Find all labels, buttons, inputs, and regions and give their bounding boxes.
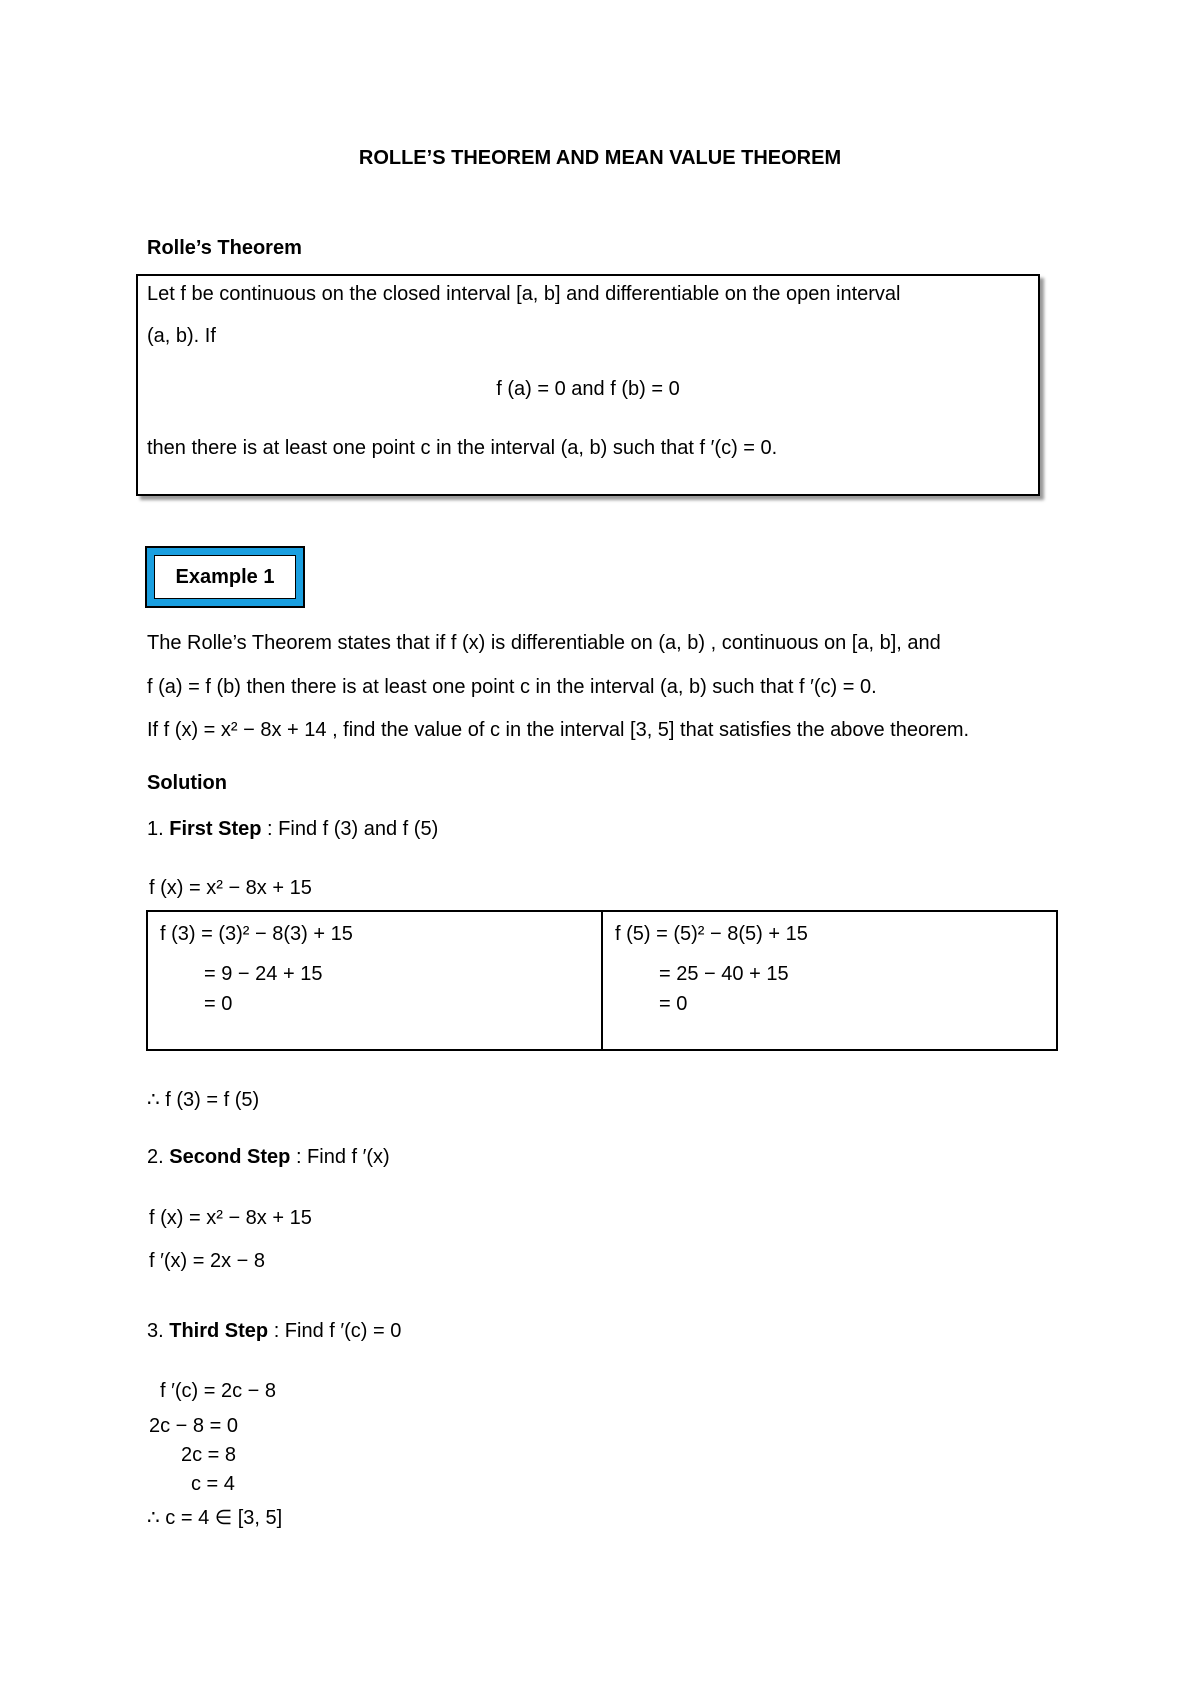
eval-left-line: = 9 − 24 + 15 bbox=[204, 963, 323, 985]
equation-line: 2c − 8 = 0 bbox=[149, 1415, 238, 1437]
example-paragraph-3: If f (x) = x² − 8x + 14 , find the value of c in the interval [3, 5] that satisfies the above theorem. bbox=[147, 719, 970, 741]
step-1-label: First Step bbox=[169, 818, 262, 840]
example-paragraph-1: The Rolle’s Theorem states that if f (x) is differentiable on (a, b) , continuous on [a, b], and bbox=[147, 632, 941, 654]
step-1-number: 1. bbox=[147, 818, 170, 840]
step-2-text: : Find f ′(x) bbox=[290, 1146, 390, 1168]
page-title: ROLLE’S THEOREM AND MEAN VALUE THEOREM bbox=[358, 147, 842, 169]
eval-right-line: f (5) = (5)² − 8(5) + 15 bbox=[615, 923, 808, 945]
rolle-heading: Rolle’s Theorem bbox=[147, 237, 302, 259]
evaluation-cell-right bbox=[602, 911, 1057, 1050]
step-3-label: Third Step bbox=[169, 1320, 269, 1342]
eval-right-line: = 0 bbox=[659, 993, 688, 1015]
example-paragraph-2: f (a) = f (b) then there is at least one point c in the interval (a, b) such that f ′(c) = 0. bbox=[147, 676, 877, 698]
step-3-text: : Find f ′(c) = 0 bbox=[268, 1320, 402, 1342]
step-2-number: 2. bbox=[147, 1146, 170, 1168]
theorem-line-1: Let f be continuous on the closed interval [a, b] and differentiable on the open interval bbox=[147, 283, 901, 305]
therefore-equal: ∴ f (3) = f (5) bbox=[147, 1089, 260, 1111]
example-label: Example 1 bbox=[154, 555, 296, 599]
function-definition-2: f (x) = x² − 8x + 15 bbox=[149, 1207, 312, 1229]
final-answer: ∴ c = 4 ∈ [3, 5] bbox=[147, 1507, 283, 1529]
step-1-heading bbox=[147, 817, 438, 841]
equation-line: 2c = 8 bbox=[181, 1444, 237, 1466]
evaluation-cell-left bbox=[147, 911, 602, 1050]
step-1-text: : Find f (3) and f (5) bbox=[261, 818, 439, 840]
eval-left-line: = 0 bbox=[204, 993, 233, 1015]
theorem-condition: f (a) = 0 and f (b) = 0 bbox=[496, 378, 680, 400]
equation-line: c = 4 bbox=[191, 1473, 235, 1495]
derivative-definition: f ′(x) = 2x − 8 bbox=[149, 1250, 266, 1272]
function-definition-1: f (x) = x² − 8x + 15 bbox=[149, 877, 312, 899]
derivative-at-c: f ′(c) = 2c − 8 bbox=[160, 1380, 277, 1402]
example-label-box bbox=[145, 546, 305, 608]
theorem-line-2: (a, b). If bbox=[147, 325, 216, 347]
eval-left-line: f (3) = (3)² − 8(3) + 15 bbox=[160, 923, 353, 945]
theorem-box bbox=[136, 274, 1040, 496]
theorem-conclusion: then there is at least one point c in the interval (a, b) such that f ′(c) = 0. bbox=[147, 437, 778, 459]
evaluation-table bbox=[146, 910, 1058, 1051]
step-3-heading bbox=[147, 1319, 401, 1343]
step-2-heading bbox=[147, 1145, 390, 1169]
step-2-label: Second Step bbox=[169, 1146, 291, 1168]
eval-right-line: = 25 − 40 + 15 bbox=[659, 963, 789, 985]
step-3-number: 3. bbox=[147, 1320, 170, 1342]
solution-heading: Solution bbox=[147, 772, 227, 794]
